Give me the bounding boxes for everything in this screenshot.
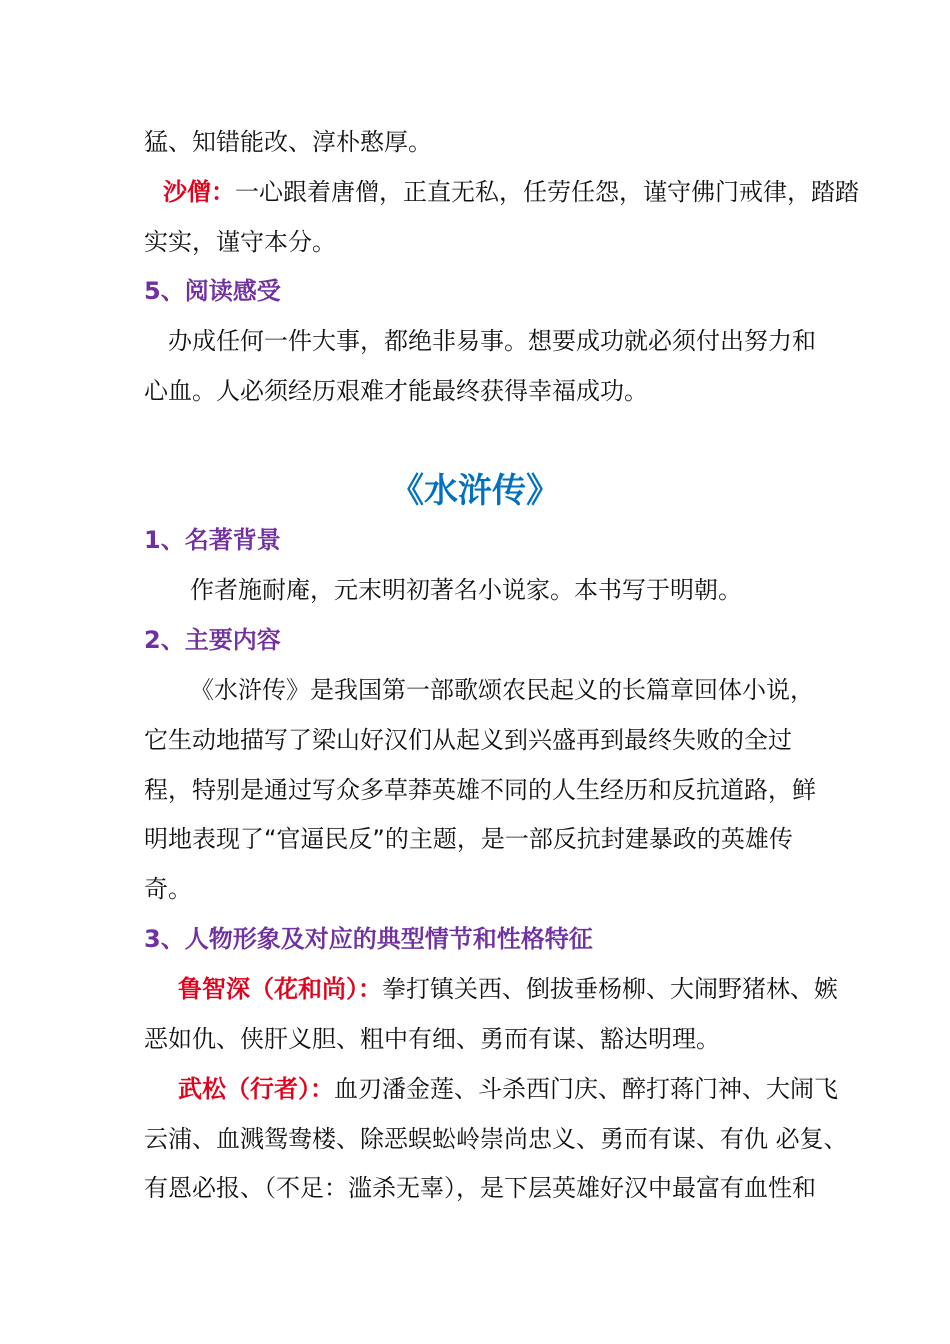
character-name: 武松（行者）： [178, 1075, 334, 1103]
paragraph-line: 作者施耐庵，元末明初著名小说家。本书写于明朝。 [190, 576, 742, 604]
paragraph-line: 办成任何一件大事，都绝非易事。想要成功就必须付出努力和 [168, 327, 816, 355]
section-heading: 3、人物形象及对应的典型情节和性格特征 [144, 925, 593, 953]
section-heading: 2、主要内容 [144, 626, 281, 654]
paragraph-line: 程，特别是通过写众多草莽英雄不同的人生经历和反抗道路，鲜 [144, 776, 816, 804]
paragraph-line: 奇。 [144, 875, 192, 903]
paragraph-line: 它生动地描写了梁山好汉们从起义到兴盛再到最终失败的全过 [144, 726, 792, 754]
text-line: 有恩必报、（不足：滥杀无辜），是下层英雄好汉中最富有血性和 [144, 1174, 816, 1202]
book-title: 《水浒传》 [390, 471, 560, 511]
character-description: 血刃潘金莲、斗杀西门庆、醉打蒋门神、大闹飞 [334, 1075, 838, 1103]
character-description: 拳打镇关西、倒拔垂杨柳、大闹野猪林、嫉 [382, 975, 838, 1003]
text-line: 实实，谨守本分。 [144, 228, 336, 256]
section-heading: 5、阅读感受 [144, 277, 281, 305]
character-name: 沙僧： [163, 178, 235, 206]
character-entry-wusong [178, 1073, 858, 1105]
text-line: 猛、知错能改、淳朴憨厚。 [144, 128, 432, 156]
text-line: 云浦、血溅鸳鸯楼、除恶蜈蚣岭崇尚忠义、勇而有谋、有仇 必复、 [144, 1125, 848, 1153]
character-entry-shaseng [163, 176, 859, 208]
section-heading: 1、名著背景 [144, 526, 281, 554]
paragraph-line: 《水浒传》是我国第一部歌颂农民起义的长篇章回体小说， [190, 676, 814, 704]
paragraph-line: 明地表现了“官逼民反”的主题，是一部反抗封建暴政的英雄传 [144, 825, 793, 853]
text-line: 恶如仇、侠肝义胆、粗中有细、勇而有谋、豁达明理。 [144, 1025, 720, 1053]
character-description: 一心跟着唐僧，正直无私，任劳任怨，谨守佛门戒律，踏踏 [235, 178, 859, 206]
character-name: 鲁智深（花和尚）： [178, 975, 382, 1003]
paragraph-line: 心血。人必须经历艰难才能最终获得幸福成功。 [144, 377, 648, 405]
character-entry-luzhishen [178, 973, 858, 1005]
